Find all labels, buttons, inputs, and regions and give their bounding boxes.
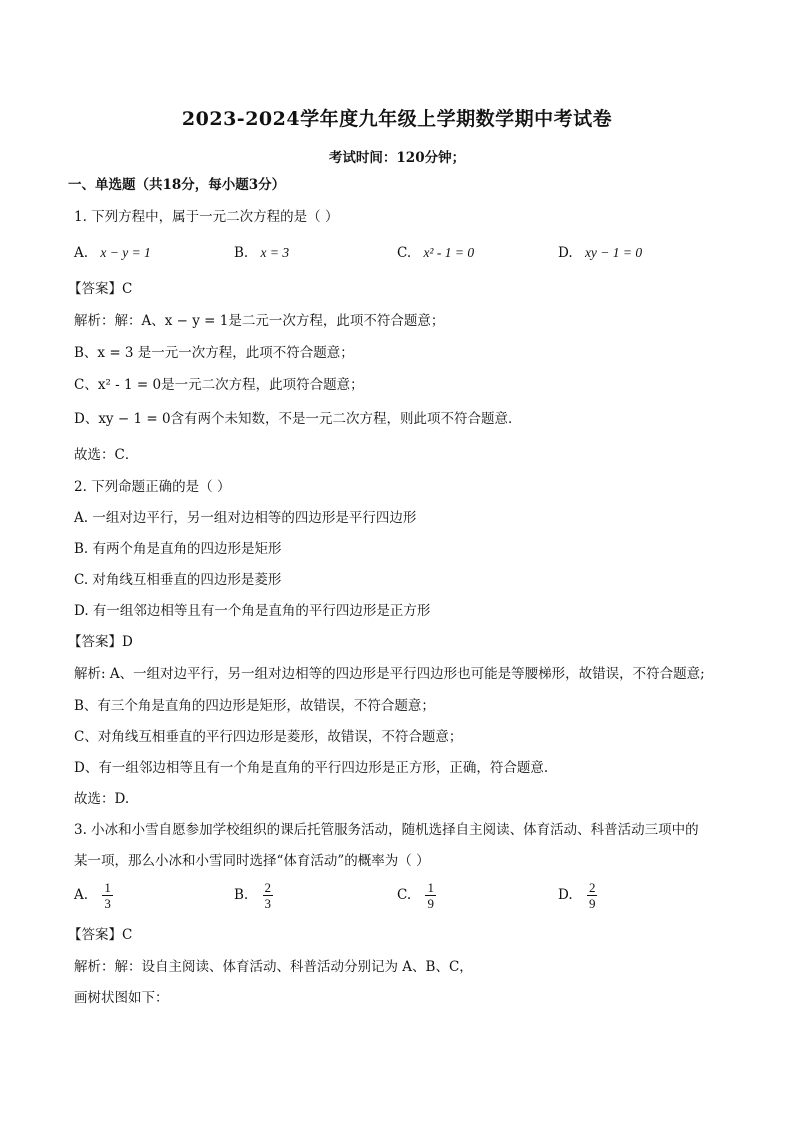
- q2-conclusion: 故选：D.: [74, 791, 130, 807]
- q1-option-a-expr: x − y = 1: [100, 245, 151, 260]
- fraction-numerator: 2: [264, 880, 272, 895]
- q3-option-a: [74, 880, 113, 911]
- q3-option-b-fraction: [263, 880, 274, 911]
- q2-option-d: D. 有一组邻边相等且有一个角是直角的平行四边形是正方形: [74, 603, 431, 619]
- q1-explanation-line: B、x = 3 是一元一次方程，此项不符合题意；: [74, 345, 354, 361]
- q3-option-c: [397, 880, 436, 911]
- q1-option-c: [397, 244, 474, 262]
- fraction-denominator: 9: [588, 896, 596, 911]
- q1-option-b-expr: x = 3: [260, 245, 290, 260]
- q2-explanation-line: 解析: A、一组对边平行，另一组对边相等的四边形是平行四边形也可能是等腰梯形，故错误，不符合题意;: [74, 666, 705, 682]
- q1-explanation-line: C、x² - 1 = 0是一元二次方程，此项符合题意；: [74, 377, 364, 393]
- fraction-denominator: 3: [264, 896, 272, 911]
- fraction-numerator: 1: [427, 880, 434, 895]
- q1-stem: 1. 下列方程中，属于一元二次方程的是（ ）: [74, 209, 339, 225]
- q1-option-c-label: C.: [397, 245, 412, 261]
- q3-option-b-label: B.: [234, 887, 249, 903]
- q2-option-c: C. 对角线互相垂直的四边形是菱形: [74, 572, 282, 588]
- q2-stem: 2. 下列命题正确的是（ ）: [74, 479, 231, 495]
- fraction-numerator: 1: [104, 880, 111, 895]
- q1-conclusion: 故选：C．: [74, 447, 139, 463]
- q3-option-a-label: A.: [74, 887, 89, 903]
- q3-option-c-fraction: [425, 880, 436, 911]
- fraction-denominator: 3: [104, 896, 111, 911]
- q3-stem-line: 某一项，那么小冰和小雪同时选择“体育活动”的概率为（ ）: [74, 853, 430, 869]
- fraction-denominator: 9: [427, 896, 434, 911]
- q1-option-d-expr: xy − 1 = 0: [584, 245, 643, 260]
- q1-explanation-line: D、xy − 1 = 0含有两个未知数，不是一元二次方程，则此项不符合题意．: [74, 411, 522, 427]
- q2-explanation-line: C、对角线互相垂直的平行四边形是菱形，故错误，不符合题意；: [74, 729, 463, 745]
- q1-option-a-label: A.: [74, 245, 89, 261]
- q3-option-b: [234, 880, 273, 911]
- q3-option-d-label: D.: [558, 887, 573, 903]
- section-heading: 一、单选题（共18分，每小题3分）: [68, 177, 286, 193]
- q3-answer: 【答案】C: [68, 927, 133, 943]
- q3-option-a-fraction: [102, 880, 113, 911]
- q3-option-d-fraction: [587, 880, 598, 911]
- q1-option-a: [74, 244, 151, 262]
- q1-explanation-line: 解析：解：A、x − y = 1是二元一次方程，此项不符合题意；: [74, 313, 445, 329]
- q3-option-c-label: C.: [397, 887, 412, 903]
- q2-explanation-line: D、有一组邻边相等且有一个角是直角的平行四边形是正方形，正确，符合题意.: [74, 760, 549, 776]
- q2-option-b: B. 有两个角是直角的四边形是矩形: [74, 541, 282, 557]
- q2-answer: 【答案】D: [68, 634, 133, 650]
- q1-option-b: [234, 244, 289, 262]
- exam-duration: 考试时间：120分钟；: [328, 150, 466, 166]
- q3-option-d: [558, 880, 597, 911]
- q1-option-b-label: B.: [234, 245, 249, 261]
- q3-explanation-line: 解析：解：设自主阅读、体育活动、科普活动分别记为 A、B、C，: [74, 959, 473, 975]
- q1-option-c-expr: x² - 1 = 0: [423, 245, 475, 260]
- q1-option-d-label: D.: [558, 245, 573, 261]
- q3-explanation-line: 画树状图如下：: [74, 990, 169, 1006]
- q3-stem-line: 3. 小冰和小雪自愿参加学校组织的课后托管服务活动，随机选择自主阅读、体育活动、科普活动三项中的: [74, 822, 699, 838]
- q2-option-a: A. 一组对边平行，另一组对边相等的四边形是平行四边形: [74, 510, 417, 526]
- q1-option-d: [558, 244, 642, 262]
- q2-explanation-line: B、有三个角是直角的四边形是矩形，故错误，不符合题意；: [74, 698, 435, 714]
- q1-answer: 【答案】C: [68, 281, 133, 297]
- page-title: 2023-2024学年度九年级上学期数学期中考试卷: [181, 108, 613, 130]
- fraction-numerator: 2: [588, 880, 596, 895]
